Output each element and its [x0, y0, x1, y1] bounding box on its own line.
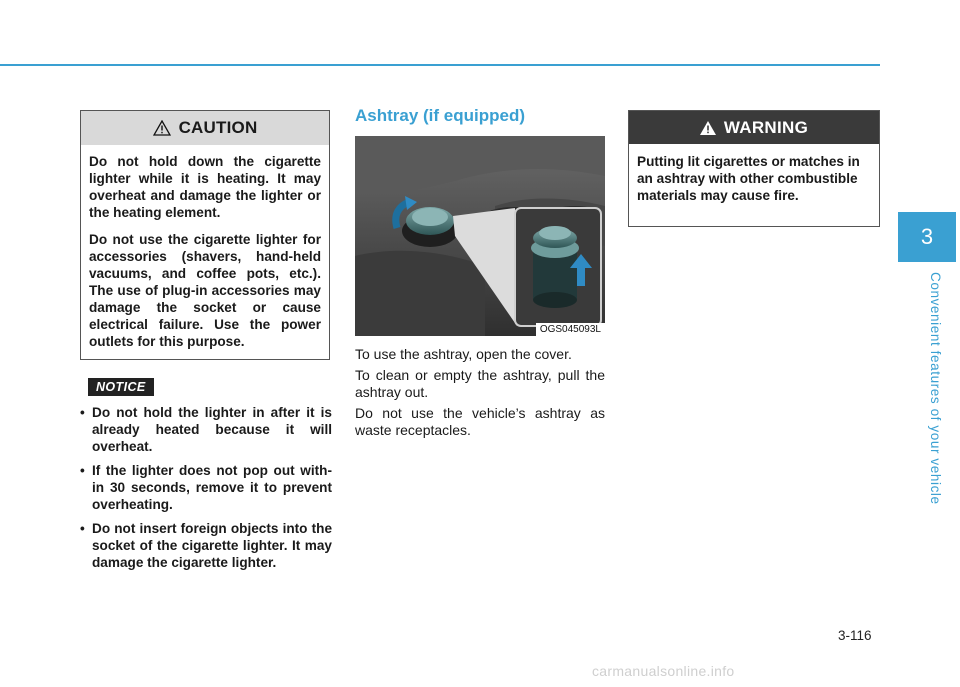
- caution-paragraph: Do not use the cigarette lighter for accessories (shavers, hand-held vacuums, and coffee pots, etc.). The use of plug-in accessories may damage the socket or cause electrical failure. Use the power outlets for this purpose.: [89, 232, 321, 349]
- chapter-tab: 3: [898, 212, 956, 262]
- ashtray-illustration: [355, 136, 605, 336]
- caution-box: [80, 110, 330, 360]
- chapter-title: Convenient features of your vehicle: [928, 272, 943, 505]
- warning-text: Putting lit cigarettes or matches in an ashtray with other combustible materials may cause fire.: [637, 154, 860, 203]
- warning-title: WARNING: [723, 117, 809, 137]
- notice-item: • Do not insert foreign objects into the socket of the cigarette lighter. It may damage the cigarette lighter.: [80, 520, 332, 571]
- caution-header: [81, 111, 329, 145]
- footer-watermark: carmanualsonline.info: [592, 663, 735, 679]
- warning-header: [629, 111, 879, 144]
- warning-box: [628, 110, 880, 227]
- notice-item: • If the lighter does not pop out with- in 30 seconds, remove it to prevent overheating.: [80, 462, 332, 513]
- top-rule: [0, 64, 880, 66]
- section-title: Ashtray (if equipped): [355, 106, 526, 125]
- body-paragraph: To clean or empty the ashtray, pull the ashtray out.: [355, 367, 605, 400]
- warning-triangle-icon: [700, 121, 716, 135]
- caution-paragraph: Do not hold down the cigarette lighter while it is heating. It may overheat and damage the lighter or the heating element.: [89, 154, 321, 220]
- body-paragraph: Do not use the vehicle’s ashtray as waste receptacles.: [355, 405, 605, 438]
- notice-list: [80, 404, 332, 578]
- caution-body: [81, 145, 329, 350]
- figure-code: OGS045093L: [536, 323, 605, 336]
- caution-triangle-icon: [153, 120, 171, 136]
- caution-title: CAUTION: [178, 118, 258, 137]
- notice-item: • Do not hold the lighter in after it is already heated because it will overheat.: [80, 404, 332, 455]
- notice-badge: NOTICE: [88, 378, 154, 396]
- body-paragraph: To use the ashtray, open the cover.: [355, 346, 572, 362]
- warning-body: [629, 144, 879, 204]
- ashtray-figure: [355, 136, 605, 336]
- page-number: 3-116: [838, 628, 872, 643]
